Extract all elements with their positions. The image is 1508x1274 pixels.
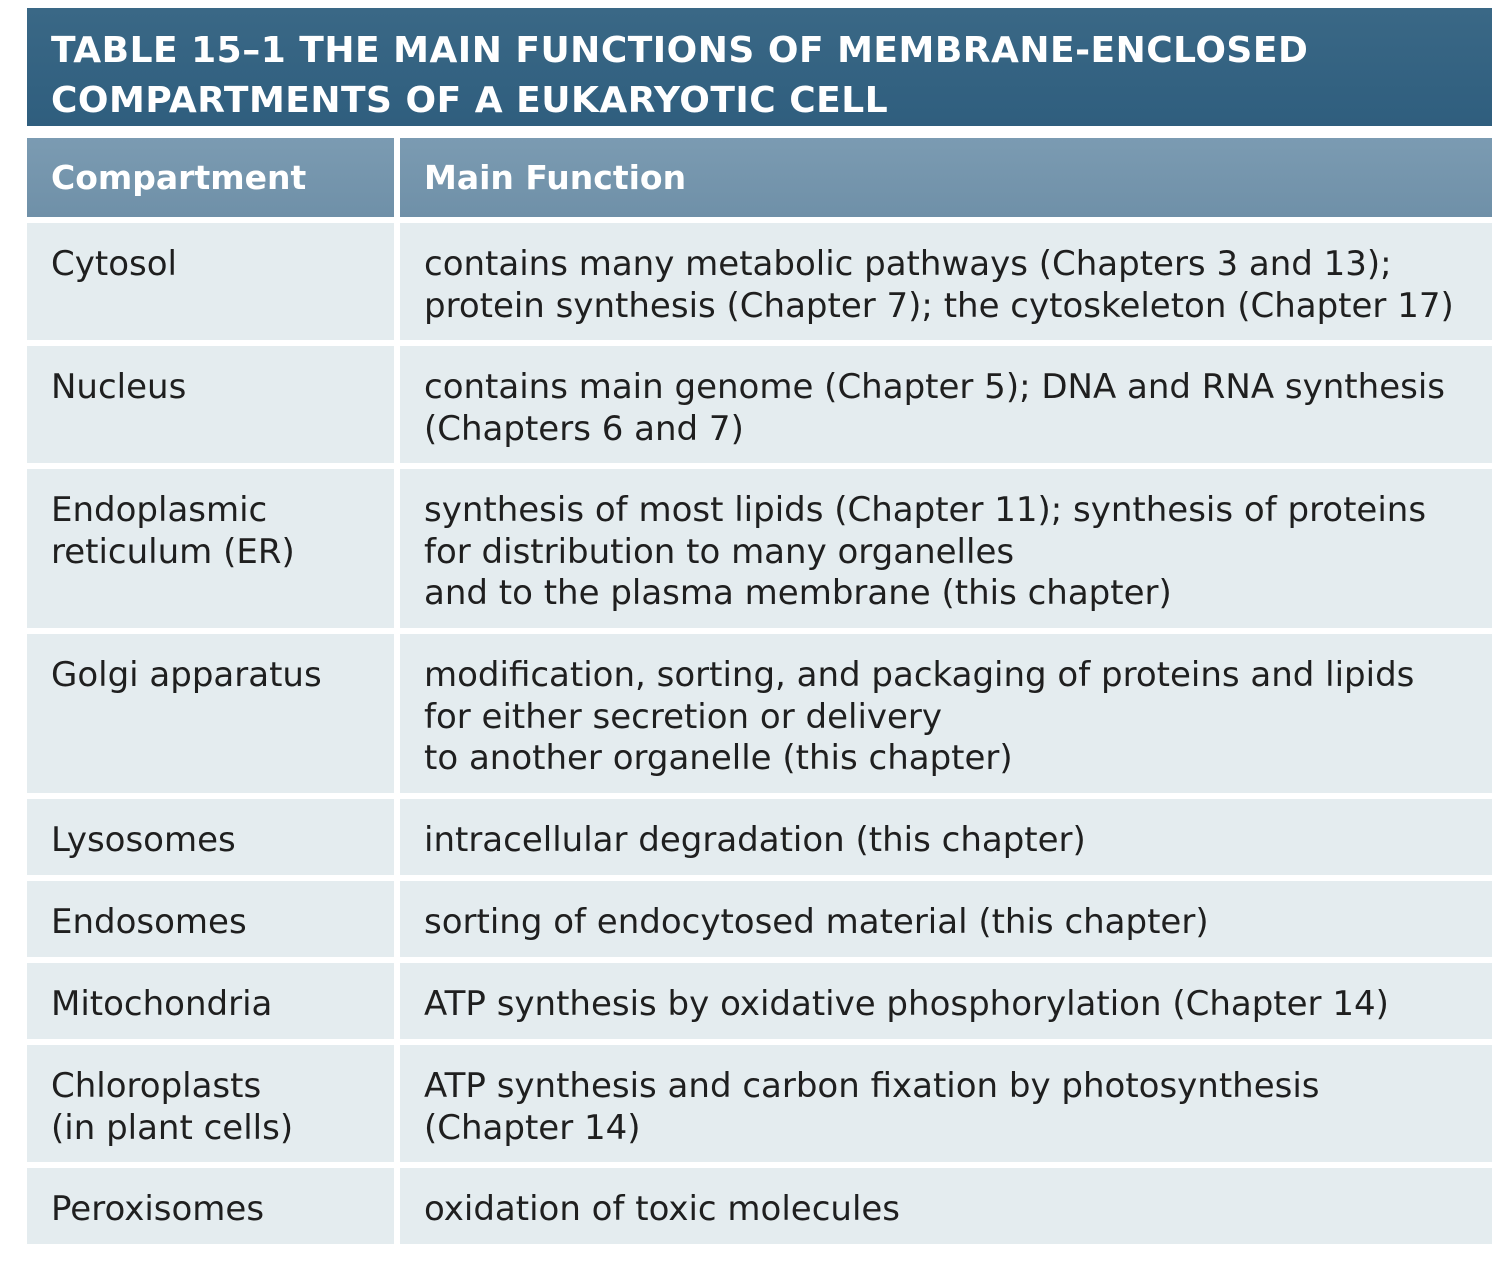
table-row <box>27 346 1492 463</box>
function-cell <box>400 469 1492 628</box>
compartment-cell <box>27 1168 394 1244</box>
function-cell <box>400 881 1492 957</box>
function-cell <box>400 634 1492 793</box>
function-text: contains main genome (Chapter 5); DNA and RNA synthesis <box>424 367 1445 407</box>
compartment-text: Golgi apparatus <box>51 655 322 695</box>
function-text: for distribution to many organelles <box>424 531 1015 572</box>
compartment-cell <box>27 634 394 793</box>
function-cell <box>400 799 1492 875</box>
table-row <box>27 1168 1492 1244</box>
function-cell <box>400 1045 1492 1162</box>
compartment-text: Endosomes <box>51 902 247 942</box>
table-row <box>27 469 1492 628</box>
function-text: and to the plasma membrane (this chapter) <box>424 573 1172 613</box>
function-text: intracellular degradation (this chapter) <box>424 820 1086 860</box>
function-text: protein synthesis (Chapter 7); the cytoskeleton (Chapter 17) <box>424 285 1454 326</box>
table-title <box>27 8 1492 126</box>
compartment-cell <box>27 223 394 340</box>
table-title-line-1: TABLE 15–1 THE MAIN FUNCTIONS OF MEMBRANE-ENCLOSED <box>51 30 1309 71</box>
compartment-text: Mitochondria <box>51 984 273 1024</box>
compartment-cell <box>27 881 394 957</box>
compartment-text: Peroxisomes <box>51 1189 265 1229</box>
compartment-cell <box>27 469 394 628</box>
table-row <box>27 223 1492 340</box>
compartment-text: reticulum (ER) <box>51 531 295 572</box>
column-header-main-function: Main Function <box>400 138 1492 217</box>
table-header-row <box>27 138 1492 217</box>
table-body <box>27 223 1492 1244</box>
compartment-cell <box>27 799 394 875</box>
table-title-line-2: COMPARTMENTS OF A EUKARYOTIC CELL <box>51 80 889 121</box>
table-row <box>27 1045 1492 1162</box>
table-row <box>27 634 1492 793</box>
function-cell <box>400 1168 1492 1244</box>
compartment-cell <box>27 963 394 1039</box>
function-text: for either secretion or delivery <box>424 696 943 737</box>
function-cell <box>400 963 1492 1039</box>
compartment-text: Lysosomes <box>51 820 236 860</box>
function-text: sorting of endocytosed material (this chapter) <box>424 902 1209 942</box>
function-text: ATP synthesis and carbon fixation by photosynthesis <box>424 1066 1320 1106</box>
table-row <box>27 963 1492 1039</box>
function-text: (Chapter 14) <box>424 1107 641 1148</box>
compartment-cell <box>27 346 394 463</box>
function-text: ATP synthesis by oxidative phosphorylation (Chapter 14) <box>424 984 1389 1024</box>
compartment-text: Cytosol <box>51 244 177 284</box>
function-text: (Chapters 6 and 7) <box>424 408 744 449</box>
compartments-table <box>27 8 1492 1244</box>
function-text: modification, sorting, and packaging of proteins and lipids <box>424 655 1415 695</box>
function-cell <box>400 223 1492 340</box>
compartment-cell <box>27 1045 394 1162</box>
compartment-text: Endoplasmic <box>51 490 268 530</box>
function-text: synthesis of most lipids (Chapter 11); synthesis of proteins <box>424 490 1427 530</box>
function-text: to another organelle (this chapter) <box>424 738 1013 778</box>
function-text: oxidation of toxic molecules <box>424 1189 901 1229</box>
compartment-text: Chloroplasts <box>51 1066 262 1106</box>
compartment-text: Nucleus <box>51 367 187 407</box>
table-row <box>27 799 1492 875</box>
function-text: contains many metabolic pathways (Chapters 3 and 13); <box>424 244 1392 284</box>
compartment-text: (in plant cells) <box>51 1107 294 1148</box>
table-row <box>27 881 1492 957</box>
function-cell <box>400 346 1492 463</box>
column-header-compartment: Compartment <box>27 138 394 217</box>
